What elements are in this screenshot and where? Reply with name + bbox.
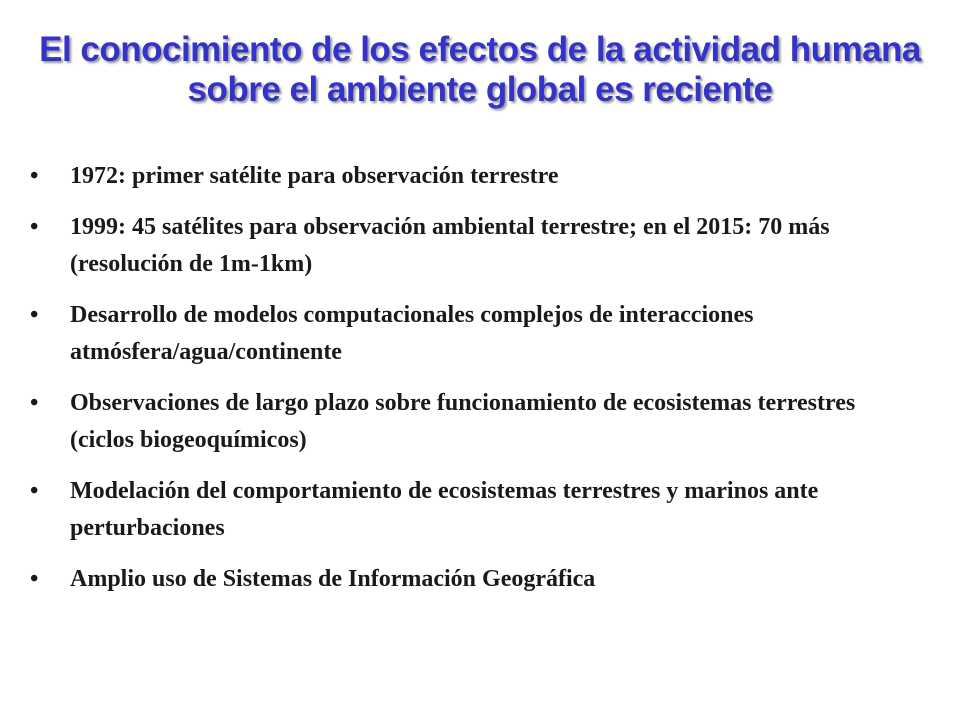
bullet-dot-icon: •	[30, 302, 39, 328]
bullet-item	[30, 385, 920, 459]
bullet-dot-icon: •	[30, 214, 39, 240]
bullet-item	[30, 158, 920, 195]
bullet-text: Modelación del comportamiento de ecosistemas terrestres y marinos ante perturbaciones	[70, 478, 819, 541]
bullet-dot-icon: •	[30, 163, 39, 189]
bullet-list	[30, 158, 920, 612]
bullet-text: Desarrollo de modelos computacionales complejos de interacciones atmósfera/agua/continente	[70, 302, 754, 365]
bullet-dot-icon: •	[30, 390, 39, 416]
bullet-dot-icon: •	[30, 566, 39, 592]
slide-title	[20, 30, 940, 110]
bullet-dot-icon: •	[30, 478, 39, 504]
slide-title-line-2: sobre el ambiente global es reciente	[187, 70, 773, 109]
bullet-text: 1999: 45 satélites para observación ambiental terrestre; en el 2015: 70 más (resolución de 1m-1km)	[70, 214, 830, 277]
bullet-item	[30, 209, 920, 283]
bullet-text: Amplio uso de Sistemas de Información Geográfica	[70, 566, 596, 592]
bullet-text: 1972: primer satélite para observación terrestre	[70, 163, 559, 189]
slide-title-line-1: El conocimiento de los efectos de la actividad humana	[39, 30, 921, 69]
bullet-item	[30, 297, 920, 371]
bullet-item	[30, 473, 920, 547]
bullet-text: Observaciones de largo plazo sobre funcionamiento de ecosistemas terrestres (ciclos biogeoquímicos)	[70, 390, 856, 453]
bullet-item	[30, 561, 920, 598]
